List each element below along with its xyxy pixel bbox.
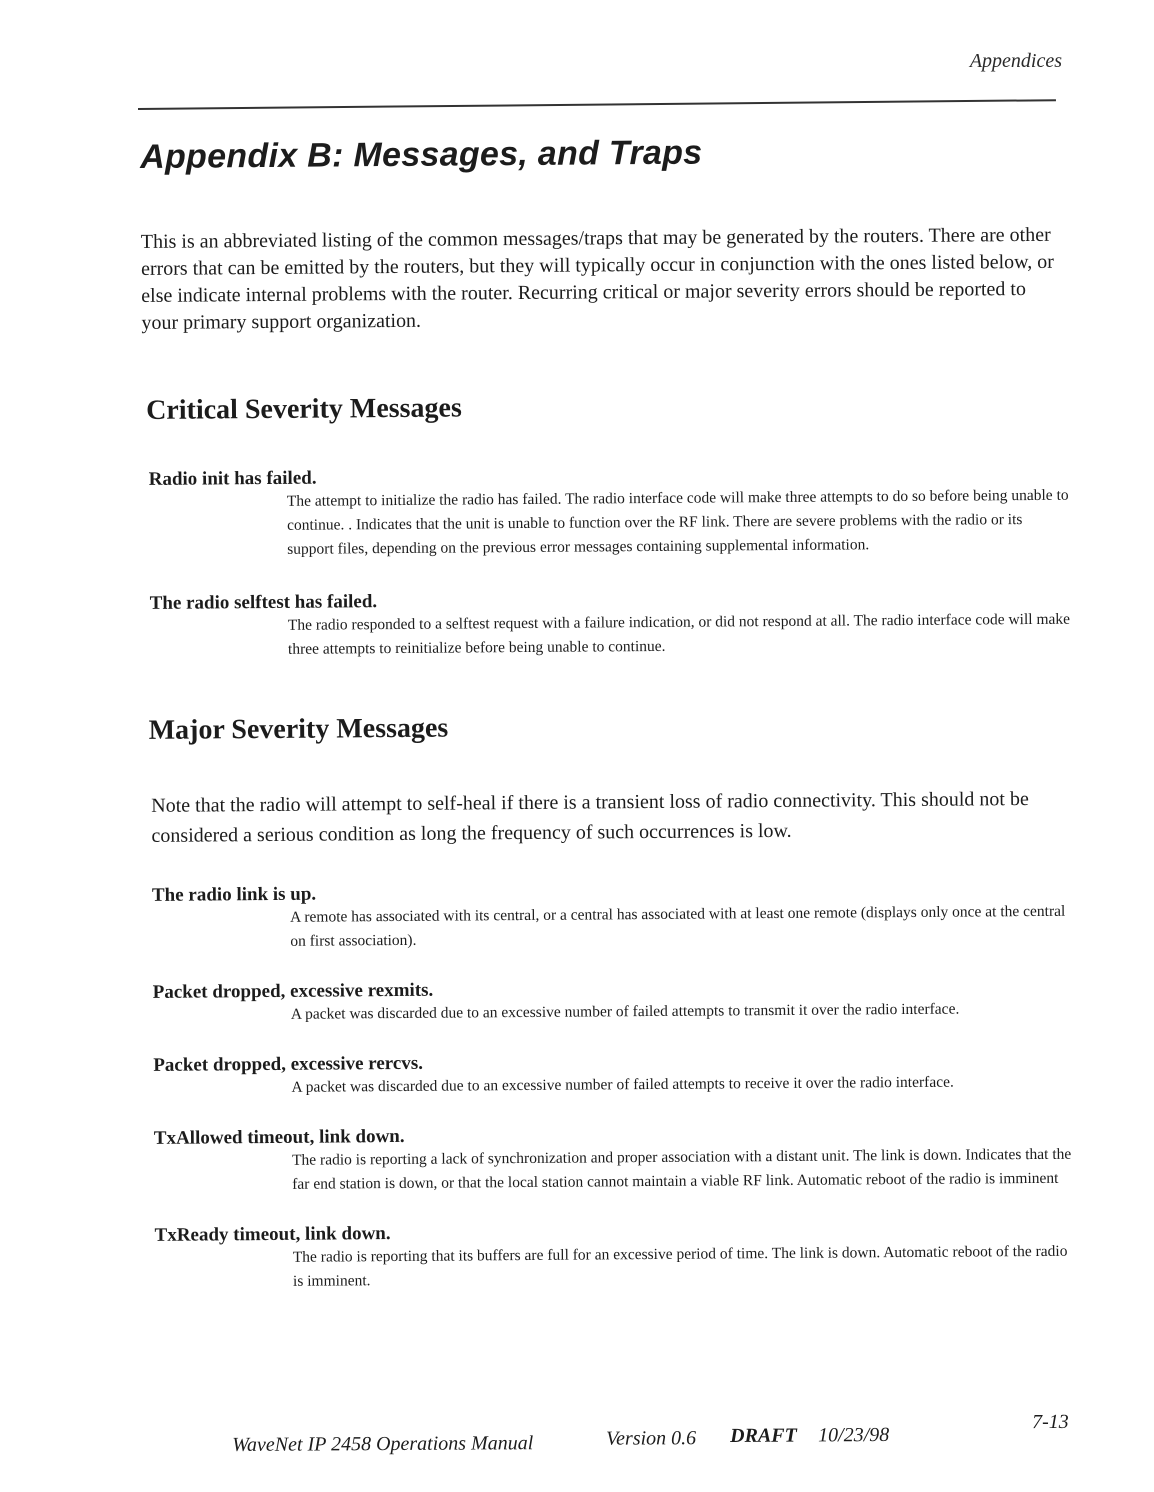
message-description: A packet was discarded due to an excessive number of failed attempts to receive it over the radio interface. <box>291 1073 954 1096</box>
critical-section-heading: Critical Severity Messages <box>146 392 462 426</box>
message-radio-link-up <box>152 878 1070 955</box>
footer-date: 10/23/98 <box>818 1423 890 1447</box>
message-description: A remote has associated with its central, or a central has associated with at least one remote (displays only once at the central on first association). <box>290 902 1066 950</box>
message-packet-dropped-rexmits <box>153 975 1070 1028</box>
running-head: Appendices <box>969 50 1062 72</box>
message-title: Packet dropped, excessive rercvs. <box>153 1052 424 1076</box>
page-body <box>138 131 1072 1295</box>
intro-paragraph: This is an abbreviated listing of the common messages/traps that may be generated by the routers. There are other errors that can be emitted by the routers, but they will typically occur in conjunction with the ones listed below, or else indicate internal problems with the router. Recurring critical or major severity errors should be reported to your primary support organization. <box>140 223 1055 334</box>
message-txallowed-timeout <box>154 1121 1072 1198</box>
message-title: Radio init has failed. <box>148 467 317 490</box>
message-title: TxReady timeout, link down. <box>154 1223 391 1246</box>
message-description: The radio is reporting a lack of synchronization and proper association with a distant unit. The link is down. Indicates that the far end station is down, or that the local station cannot maintain a viable RF link. Automatic reboot of the radio is imminent <box>291 1145 1072 1193</box>
message-packet-dropped-rercvs <box>153 1048 1070 1101</box>
footer-version: Version 0.6 <box>606 1427 697 1450</box>
page-title: Appendix B: Messages, and Traps <box>139 133 703 176</box>
major-section-heading: Major Severity Messages <box>148 712 449 746</box>
header-rule <box>138 99 1056 110</box>
message-title: The radio selftest has failed. <box>149 591 378 614</box>
page-footer <box>232 1410 1074 1456</box>
message-description: The radio is reporting that its buffers are full for an excessive period of time. The link is down. Automatic reboot of the radio is imminent. <box>292 1242 1068 1290</box>
message-title: TxAllowed timeout, link down. <box>153 1125 405 1149</box>
message-txready-timeout <box>155 1218 1073 1295</box>
message-title: Packet dropped, excessive rexmits. <box>152 979 434 1003</box>
message-radio-selftest-failed <box>149 586 1071 663</box>
page-number: 7-13 <box>1031 1410 1069 1434</box>
message-description: The attempt to initialize the radio has failed. The radio interface code will make three attempts to do so before being unable to continue. . Indicates that the unit is unable to function over the RF link. There are severe problems with the radio or its support files, depending on the previous error messages containing supplemental information. <box>286 486 1069 558</box>
major-section-note: Note that the radio will attempt to self-heal if there is a transient loss of radio connectivity. This should not be considered a serious condition as long the frequency of such occurrences is low. <box>151 788 1029 847</box>
message-description: A packet was discarded due to an excessive number of failed attempts to transmit it over the radio interface. <box>290 1000 960 1023</box>
footer-manual-title: WaveNet IP 2458 Operations Manual <box>232 1432 534 1456</box>
footer-draft-label: DRAFT <box>730 1424 797 1447</box>
message-description: The radio responded to a selftest request with a failure indication, or did not respond at all. The radio interface code will make three attempts to reinitialize before being unable to continue. <box>287 610 1071 658</box>
message-title: The radio link is up. <box>151 883 317 906</box>
message-radio-init-failed <box>149 462 1067 563</box>
